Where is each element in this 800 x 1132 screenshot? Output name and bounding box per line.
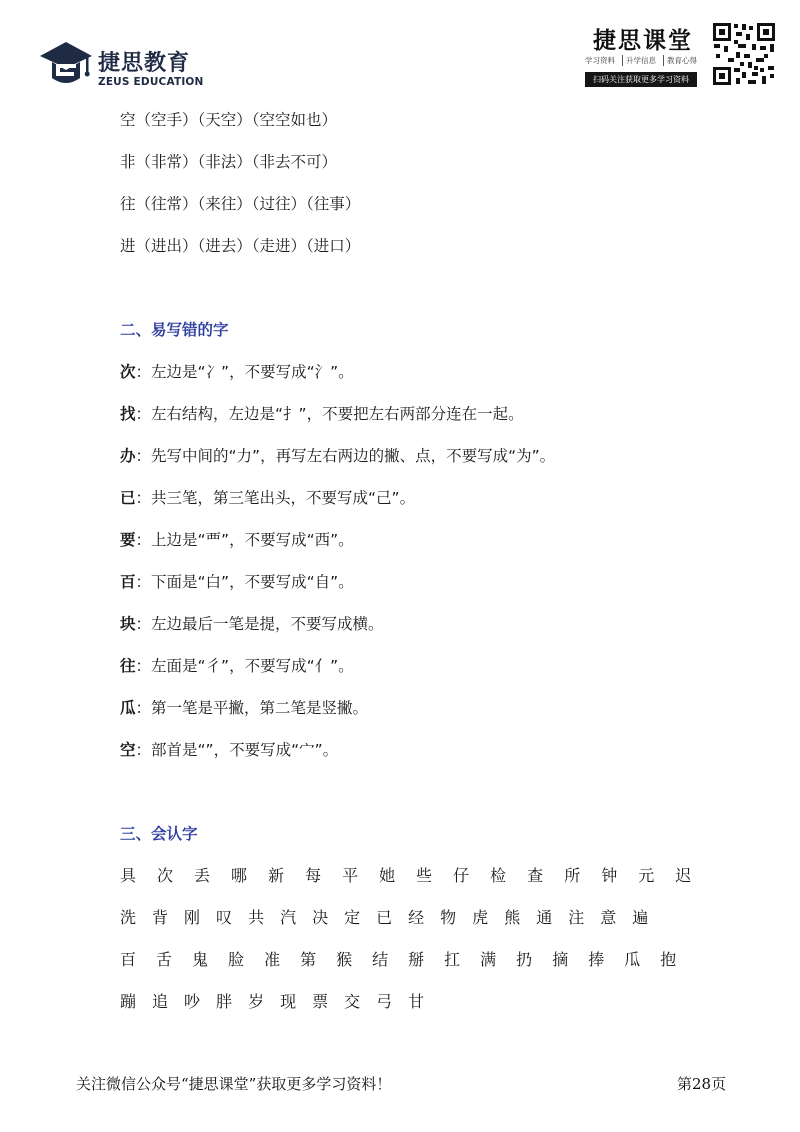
mistake-text: ：左边是“冫”，不要写成“氵”。 <box>135 363 354 381</box>
target-char: 百 <box>120 573 136 591</box>
mistake-item <box>120 486 415 508</box>
recognize-char: 她 <box>379 866 396 885</box>
qr-code-icon[interactable] <box>712 22 776 86</box>
logo-name-cn: 捷思教育 <box>98 51 191 76</box>
mistake-item <box>120 570 354 592</box>
recognize-char: 每 <box>305 866 322 885</box>
brand-tag: 教育心得 <box>663 55 697 66</box>
recognize-char: 扔 <box>516 950 533 969</box>
recognize-char: 平 <box>342 866 359 885</box>
section-heading-recognize: 三、会认字 <box>120 825 198 843</box>
brand-tags <box>585 55 697 66</box>
recognize-char: 决 <box>312 908 329 927</box>
recognize-char: 吵 <box>184 992 201 1011</box>
mistake-text: ：共三笔，第三笔出头，不要写成“己”。 <box>135 489 416 507</box>
word-group-line: 非（非常）（非法）（非去不可） <box>120 153 338 171</box>
recognize-char: 物 <box>440 908 457 927</box>
recognize-char: 钟 <box>601 866 618 885</box>
recognize-char: 具 <box>120 866 137 885</box>
recognize-char: 已 <box>376 908 393 927</box>
recognize-char: 元 <box>638 866 655 885</box>
recognize-char: 通 <box>536 908 553 927</box>
recognize-char: 现 <box>280 992 297 1011</box>
recognize-char: 定 <box>344 908 361 927</box>
recognize-char: 查 <box>527 866 544 885</box>
recognize-char: 所 <box>564 866 581 885</box>
recognize-char: 抱 <box>660 950 677 969</box>
recognize-char: 经 <box>408 908 425 927</box>
brand-title: 捷思课堂 <box>593 27 693 54</box>
word-group-line: 空（空手）（天空）（空空如也） <box>120 111 338 129</box>
recognize-char: 仔 <box>453 866 470 885</box>
recognize-char: 检 <box>490 866 507 885</box>
target-char: 往 <box>120 657 136 675</box>
recognize-char: 新 <box>268 866 285 885</box>
recognize-char: 意 <box>600 908 617 927</box>
recognize-char: 胖 <box>216 992 233 1011</box>
mistake-item <box>120 402 524 424</box>
target-char: 办 <box>120 447 136 465</box>
recognize-char: 瓜 <box>624 950 641 969</box>
recognize-char: 结 <box>372 950 389 969</box>
brand-tag: 学习资料 <box>585 56 615 65</box>
recognize-char: 哪 <box>231 866 248 885</box>
page-number: 第28页 <box>677 1075 727 1093</box>
mistake-item <box>120 654 354 676</box>
recognize-char: 第 <box>300 950 317 969</box>
recognize-char: 脸 <box>228 950 245 969</box>
recognize-char: 蹦 <box>120 992 137 1011</box>
recognize-char: 遍 <box>632 908 649 927</box>
mistake-item <box>120 738 338 760</box>
recognize-char: 摘 <box>552 950 569 969</box>
graduation-cap-logo-icon <box>38 38 94 90</box>
recognize-char: 次 <box>157 866 174 885</box>
logo <box>38 38 208 96</box>
mistake-text: ：第一笔是平撇，第二笔是竖撇。 <box>135 699 369 717</box>
recognize-char: 票 <box>312 992 329 1011</box>
char-row <box>120 989 424 1012</box>
recognize-char: 岁 <box>248 992 265 1011</box>
recognize-char: 百 <box>120 950 137 969</box>
mistake-text: ：左边最后一笔是提，不要写成横。 <box>135 615 384 633</box>
recognize-char: 丢 <box>194 866 211 885</box>
mistake-text: ：左右结构，左边是“扌”，不要把左右两部分连在一起。 <box>135 405 524 423</box>
mistake-item <box>120 444 555 466</box>
mistake-text: ：上边是“覀”，不要写成“西”。 <box>135 531 354 549</box>
mistake-text: ：下面是“白”，不要写成“自”。 <box>135 573 354 591</box>
recognize-char: 背 <box>152 908 169 927</box>
target-char: 瓜 <box>120 699 136 717</box>
target-char: 空 <box>120 741 136 759</box>
recognize-char: 汽 <box>280 908 297 927</box>
recognize-char: 洗 <box>120 908 137 927</box>
char-row <box>120 947 676 970</box>
mistake-text: ：先写中间的“力”，再写左右两边的撇、点，不要写成“为”。 <box>135 447 556 465</box>
target-char: 找 <box>120 405 136 423</box>
recognize-char: 追 <box>152 992 169 1011</box>
recognize-char: 注 <box>568 908 585 927</box>
mistake-item <box>120 528 354 550</box>
mistake-text: ：左面是“彳”，不要写成“亻”。 <box>135 657 354 675</box>
recognize-char: 掰 <box>408 950 425 969</box>
char-row <box>120 863 691 886</box>
recognize-char: 鬼 <box>192 950 209 969</box>
page-header <box>0 0 800 100</box>
footer-text: 关注微信公众号“捷思课堂”获取更多学习资料！ <box>76 1075 392 1093</box>
section-heading-mistakes: 二、易写错的字 <box>120 321 229 339</box>
target-char: 次 <box>120 363 136 381</box>
recognize-char: 满 <box>480 950 497 969</box>
recognize-char: 舌 <box>156 950 173 969</box>
recognize-char: 共 <box>248 908 265 927</box>
word-group-line: 往（往常）（来往）（过往）（往事） <box>120 195 361 213</box>
recognize-char: 迟 <box>675 866 692 885</box>
mistake-item <box>120 612 384 634</box>
target-char: 块 <box>120 615 136 633</box>
recognize-char: 熊 <box>504 908 521 927</box>
logo-name-en: ZEUS EDUCATION <box>98 76 204 88</box>
target-char: 要 <box>120 531 136 549</box>
recognize-char: 刚 <box>184 908 201 927</box>
recognize-char: 交 <box>344 992 361 1011</box>
mistake-item <box>120 360 354 382</box>
recognize-char: 叹 <box>216 908 233 927</box>
recognize-char: 虎 <box>472 908 489 927</box>
brand-block <box>585 22 700 92</box>
mistake-item <box>120 696 368 718</box>
mistake-text: ：部首是“”，不要写成“宀”。 <box>135 741 339 759</box>
recognize-char: 猴 <box>336 950 353 969</box>
target-char: 已 <box>120 489 136 507</box>
brand-bar: 扫码关注获取更多学习资料 <box>585 72 697 87</box>
recognize-char: 捧 <box>588 950 605 969</box>
brand-tag: 升学信息 <box>622 55 656 66</box>
word-group-line: 进（进出）（进去）（走进）（进口） <box>120 237 361 255</box>
recognize-char: 甘 <box>408 992 425 1011</box>
recognize-char: 些 <box>416 866 433 885</box>
recognize-char: 准 <box>264 950 281 969</box>
recognize-char: 弓 <box>376 992 393 1011</box>
char-row <box>120 905 648 928</box>
recognize-char: 扛 <box>444 950 461 969</box>
